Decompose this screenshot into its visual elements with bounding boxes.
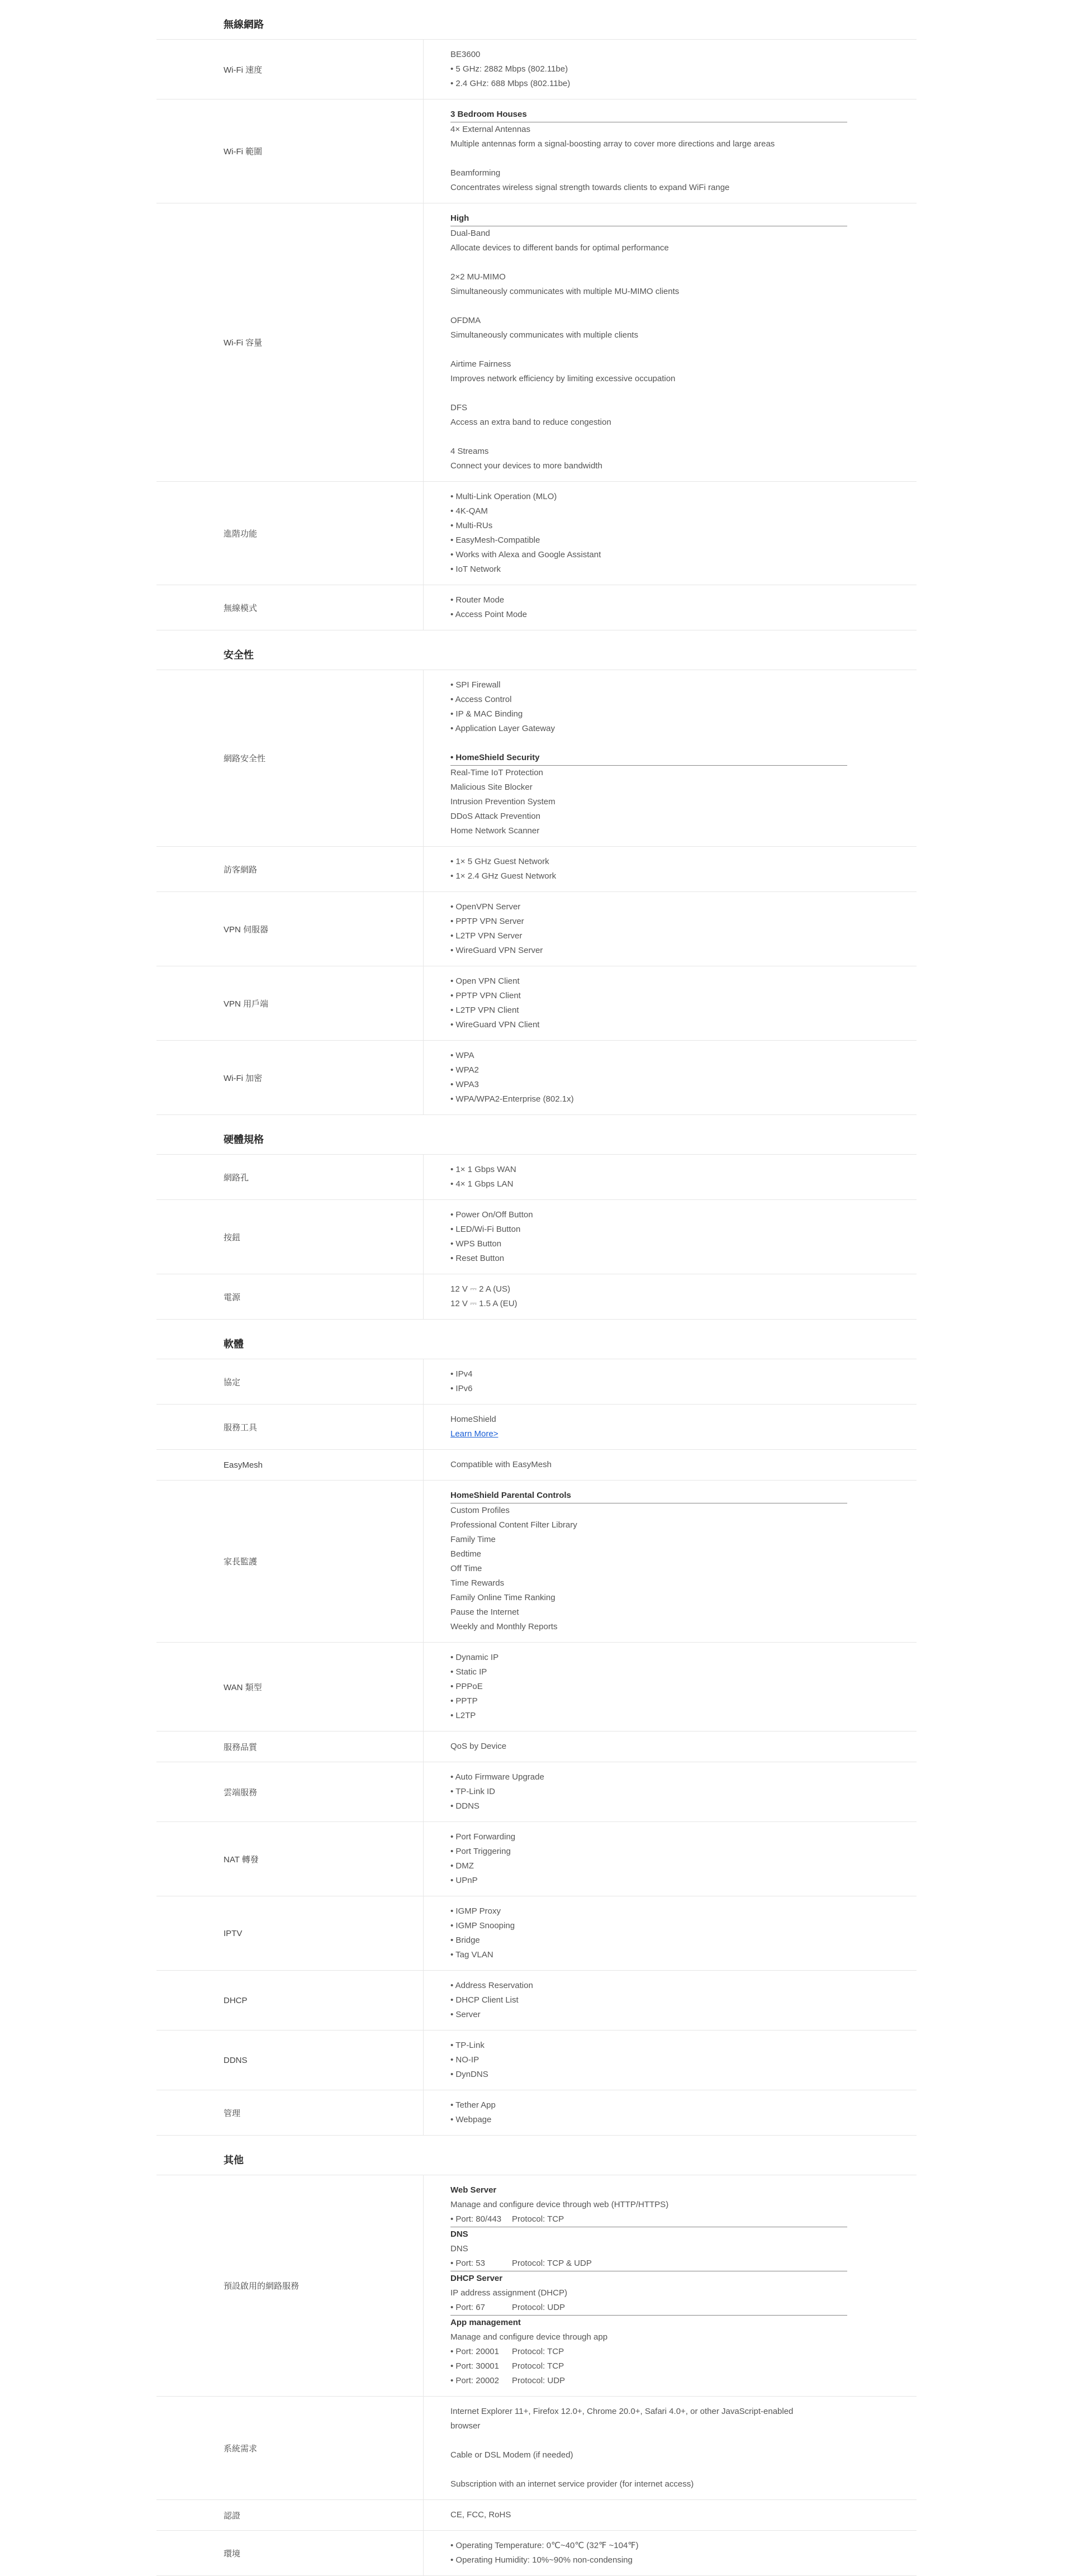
spec-line: Internet Explorer 11+, Firefox 12.0+, Chrome 20.0+, Safari 4.0+, or other JavaScript-enabled	[450, 2407, 794, 2416]
spec-line: Allocate devices to different bands for optimal performance	[450, 243, 669, 253]
spec-value	[424, 2031, 917, 2090]
spec-row	[156, 40, 917, 99]
spec-value	[424, 203, 917, 481]
spec-line: Malicious Site Blocker	[450, 782, 533, 792]
spec-line: • Works with Alexa and Google Assistant	[450, 550, 601, 559]
spec-line: • Port: 67 Protocol: UDP	[450, 2300, 847, 2316]
spec-value	[424, 1643, 917, 1731]
spec-row	[156, 1762, 917, 1822]
spec-row	[156, 99, 917, 203]
spec-line: Airtime Fairness	[450, 359, 511, 369]
spec-line: • L2TP	[450, 1711, 476, 1720]
spec-line: • WPA3	[450, 1080, 479, 1089]
spec-line: • Port: 53 Protocol: TCP & UDP	[450, 2256, 847, 2271]
spec-line: • Operating Temperature: 0℃~40℃ (32℉ ~104℉)	[450, 2541, 639, 2550]
spec-label: 預設啟用的網路服務	[156, 2175, 424, 2396]
spec-line: • 4K-QAM	[450, 506, 488, 516]
spec-value	[424, 1896, 917, 1970]
section-title: 硬體規格	[156, 1115, 917, 1155]
spec-value	[424, 1405, 917, 1449]
spec-line: • Port: 30001 Protocol: TCP	[450, 2361, 564, 2371]
spec-label: 按鈕	[156, 1200, 424, 1274]
spec-row	[156, 1041, 917, 1115]
spec-line: Connect your devices to more bandwidth	[450, 461, 602, 471]
spec-line: Intrusion Prevention System	[450, 797, 556, 807]
spec-line: • Application Layer Gateway	[450, 724, 556, 733]
spec-line: Web Server	[450, 2185, 497, 2195]
spec-line: • 4× 1 Gbps LAN	[450, 1179, 514, 1189]
spec-line: Manage and configure device through web (HTTP/HTTPS)	[450, 2200, 669, 2209]
spec-label: 環境	[156, 2531, 424, 2575]
spec-line: • PPTP VPN Client	[450, 991, 521, 1000]
spec-row	[156, 966, 917, 1041]
spec-label: VPN 伺服器	[156, 892, 424, 966]
spec-line: Compatible with EasyMesh	[450, 1460, 552, 1469]
spec-line: • Operating Humidity: 10%~90% non-condensing	[450, 2555, 633, 2565]
spec-row	[156, 2090, 917, 2136]
spec-line: • DHCP Client List	[450, 1995, 519, 2005]
spec-value	[424, 1450, 917, 1480]
spec-line: • Address Reservation	[450, 1981, 533, 1990]
spec-line: DHCP Server	[450, 2274, 503, 2283]
spec-row	[156, 670, 917, 847]
spec-line: • Port Triggering	[450, 1847, 511, 1856]
spec-line: Subscription with an internet service provider (for internet access)	[450, 2479, 694, 2489]
spec-line: • Reset Button	[450, 1254, 505, 1263]
spec-line: • PPTP	[450, 1696, 478, 1706]
spec-row	[156, 1450, 917, 1481]
spec-line: Cable or DSL Modem (if needed)	[450, 2450, 573, 2460]
spec-line: Simultaneously communicates with multiple clients	[450, 330, 638, 340]
spec-line: 12 V ⎓ 2 A (US)	[450, 1284, 511, 1294]
spec-line: Family Time	[450, 1535, 496, 1544]
spec-value	[424, 2500, 917, 2530]
spec-line: HomeShield	[450, 1415, 496, 1424]
spec-row	[156, 203, 917, 482]
spec-row	[156, 1643, 917, 1731]
spec-line: QoS by Device	[450, 1742, 507, 1751]
spec-label: WAN 類型	[156, 1643, 424, 1731]
spec-line: • Multi-Link Operation (MLO)	[450, 492, 557, 501]
spec-value	[424, 1731, 917, 1762]
spec-line: 12 V ⎓ 1.5 A (EU)	[450, 1299, 517, 1308]
spec-line: browser	[450, 2421, 481, 2431]
spec-row	[156, 1405, 917, 1450]
spec-row	[156, 1274, 917, 1320]
spec-value	[424, 2175, 917, 2396]
spec-line: Pause the Internet	[450, 1607, 519, 1617]
spec-line: Home Network Scanner	[450, 826, 540, 836]
spec-line: 3 Bedroom Houses	[450, 107, 847, 122]
spec-line: 4 Streams	[450, 447, 489, 456]
spacer	[450, 2463, 917, 2477]
spec-line: • WireGuard VPN Client	[450, 1020, 540, 1030]
spec-line: • Bridge	[450, 1935, 480, 1945]
spec-label: 電源	[156, 1274, 424, 1319]
spec-line: • Server	[450, 2010, 481, 2019]
spec-value	[424, 99, 917, 203]
spec-line: IP address assignment (DHCP)	[450, 2288, 567, 2298]
spec-value	[424, 966, 917, 1040]
spec-label: IPTV	[156, 1896, 424, 1970]
spec-line: • WPA/WPA2-Enterprise (802.1x)	[450, 1094, 574, 1104]
spec-row	[156, 1822, 917, 1896]
spec-line: • 1× 5 GHz Guest Network	[450, 857, 549, 866]
spec-label: 訪客網路	[156, 847, 424, 891]
spec-line: • WPA2	[450, 1065, 479, 1075]
spec-line: • 2.4 GHz: 688 Mbps (802.11be)	[450, 79, 571, 88]
spec-value	[424, 482, 917, 585]
spacer	[450, 736, 917, 751]
spec-line: • TP-Link	[450, 2041, 485, 2050]
spec-line: • LED/Wi-Fi Button	[450, 1225, 521, 1234]
spec-value	[424, 1822, 917, 1896]
spec-line: • EasyMesh-Compatible	[450, 535, 540, 545]
spec-line: • Port: 80/443 Protocol: TCP	[450, 2212, 847, 2227]
spec-line: 4× External Antennas	[450, 125, 531, 134]
spec-line: Time Rewards	[450, 1578, 505, 1588]
spec-line: Custom Profiles	[450, 1506, 510, 1515]
spec-line: 2×2 MU-MIMO	[450, 272, 506, 282]
spec-value	[424, 1041, 917, 1114]
spec-line: DNS	[450, 2244, 468, 2254]
spec-label: 服務品質	[156, 1731, 424, 1762]
spec-row	[156, 2031, 917, 2090]
learn-more-link[interactable]: Learn More>	[450, 1429, 498, 1439]
spec-line: Weekly and Monthly Reports	[450, 1622, 558, 1631]
spacer	[450, 430, 917, 444]
spec-line: • WireGuard VPN Server	[450, 946, 543, 955]
spec-line: • IPv4	[450, 1369, 473, 1379]
spec-line: Multiple antennas form a signal-boosting array to cover more directions and large areas	[450, 139, 775, 149]
spec-label: 網路安全性	[156, 670, 424, 846]
spec-value	[424, 1359, 917, 1404]
spec-row	[156, 585, 917, 630]
spec-line: • TP-Link ID	[450, 1787, 495, 1796]
spacer	[450, 386, 917, 401]
spec-line: • Tether App	[450, 2100, 496, 2110]
spec-line: • Auto Firmware Upgrade	[450, 1772, 544, 1782]
spec-line: • Open VPN Client	[450, 976, 520, 986]
section-title: 軟體	[156, 1320, 917, 1359]
spec-line: Bedtime	[450, 1549, 482, 1559]
spec-line: • Port Forwarding	[450, 1832, 516, 1842]
spec-line: BE3600	[450, 50, 481, 59]
spec-line: • IPv6	[450, 1384, 473, 1393]
spec-line: • Router Mode	[450, 595, 505, 605]
spec-label: Wi-Fi 容量	[156, 203, 424, 481]
spec-label: 雲端服務	[156, 1762, 424, 1821]
spec-line: • DynDNS	[450, 2070, 488, 2079]
spec-line: • Access Control	[450, 695, 512, 704]
spec-label: 家長監護	[156, 1481, 424, 1642]
spacer	[450, 255, 917, 270]
spec-line: DNS	[450, 2229, 468, 2239]
spec-label: EasyMesh	[156, 1450, 424, 1480]
spec-line: • 5 GHz: 2882 Mbps (802.11be)	[450, 64, 568, 74]
spec-value	[424, 40, 917, 99]
spec-line: • Webpage	[450, 2115, 492, 2124]
spec-value	[424, 892, 917, 966]
spec-line: • 1× 1 Gbps WAN	[450, 1165, 516, 1174]
spec-line: • IP & MAC Binding	[450, 709, 523, 719]
spec-label: 進階功能	[156, 482, 424, 585]
spec-value	[424, 2090, 917, 2135]
spacer	[450, 343, 917, 357]
spec-row	[156, 2500, 917, 2531]
spec-line: • SPI Firewall	[450, 680, 501, 690]
spec-row	[156, 1359, 917, 1405]
spec-table	[156, 0, 917, 2576]
spec-label: 網路孔	[156, 1155, 424, 1199]
spec-line: Improves network efficiency by limiting excessive occupation	[450, 374, 676, 383]
spec-line: Off Time	[450, 1564, 482, 1573]
spec-row	[156, 2397, 917, 2500]
spec-row	[156, 847, 917, 892]
spec-line: • WPA	[450, 1051, 474, 1060]
spec-value	[424, 1481, 917, 1642]
spec-label: DDNS	[156, 2031, 424, 2090]
spec-line: Concentrates wireless signal strength towards clients to expand WiFi range	[450, 183, 730, 192]
spec-value	[424, 847, 917, 891]
spec-line: • NO-IP	[450, 2055, 479, 2065]
spec-line: Manage and configure device through app	[450, 2332, 608, 2342]
spec-value	[424, 585, 917, 630]
spec-line: • Port: 20001 Protocol: TCP	[450, 2347, 564, 2356]
spec-line: Real-Time IoT Protection	[450, 768, 543, 777]
spec-line: • L2TP VPN Server	[450, 931, 523, 941]
spacer	[450, 299, 917, 314]
spec-line: • WPS Button	[450, 1239, 502, 1249]
spec-label: VPN 用戶端	[156, 966, 424, 1040]
spec-line: • DMZ	[450, 1861, 474, 1871]
spec-row	[156, 1200, 917, 1274]
spec-line: • PPPoE	[450, 1682, 483, 1691]
spec-line: • DDNS	[450, 1801, 479, 1811]
spec-line: High	[450, 211, 847, 226]
spec-line: Beamforming	[450, 168, 501, 178]
spec-line: Professional Content Filter Library	[450, 1520, 577, 1530]
spec-label: 協定	[156, 1359, 424, 1404]
section-title: 其他	[156, 2136, 917, 2175]
spec-label: 服務工具	[156, 1405, 424, 1449]
spacer	[450, 151, 917, 166]
spec-value	[424, 2531, 917, 2575]
spec-row	[156, 2531, 917, 2576]
spec-row	[156, 1155, 917, 1200]
spec-line: Family Online Time Ranking	[450, 1593, 556, 1602]
spec-value	[424, 1762, 917, 1821]
spec-value	[424, 670, 917, 846]
spec-value	[424, 1200, 917, 1274]
spec-line: DDoS Attack Prevention	[450, 812, 540, 821]
spec-line: • IoT Network	[450, 564, 501, 574]
spec-value	[424, 1155, 917, 1199]
section-title: 無線網路	[156, 0, 917, 40]
spec-label: 無線模式	[156, 585, 424, 630]
spec-row	[156, 2175, 917, 2397]
spec-line: • PPTP VPN Server	[450, 917, 524, 926]
spec-label: Wi-Fi 範圍	[156, 99, 424, 203]
spec-line: • OpenVPN Server	[450, 902, 521, 912]
spec-line: • IGMP Snooping	[450, 1921, 515, 1930]
spec-line: • HomeShield Security	[450, 751, 847, 766]
spec-value	[424, 2397, 917, 2499]
spec-line: CE, FCC, RoHS	[450, 2510, 511, 2520]
spec-line: DFS	[450, 403, 467, 412]
spec-line: • Port: 20002 Protocol: UDP	[450, 2376, 566, 2385]
spec-value	[424, 1971, 917, 2030]
spec-line: Access an extra band to reduce congestion	[450, 418, 611, 427]
spec-label: 認證	[156, 2500, 424, 2530]
spec-label: NAT 轉發	[156, 1822, 424, 1896]
spec-line: • Multi-RUs	[450, 521, 493, 530]
spec-label: 系統需求	[156, 2397, 424, 2499]
spec-label: DHCP	[156, 1971, 424, 2030]
spec-line: • UPnP	[450, 1876, 478, 1885]
spec-row	[156, 1971, 917, 2031]
spec-line: App management	[450, 2318, 521, 2327]
spec-line: • Tag VLAN	[450, 1950, 493, 1960]
spec-line: • Access Point Mode	[450, 610, 527, 619]
spec-row	[156, 892, 917, 966]
spec-row	[156, 1896, 917, 1971]
spec-label: 管理	[156, 2090, 424, 2135]
spec-line: HomeShield Parental Controls	[450, 1488, 847, 1503]
spec-line: • 1× 2.4 GHz Guest Network	[450, 871, 557, 881]
spec-row	[156, 482, 917, 585]
spec-value	[424, 1274, 917, 1319]
spec-label: Wi-Fi 加密	[156, 1041, 424, 1114]
spec-line: • Dynamic IP	[450, 1653, 499, 1662]
spec-line: OFDMA	[450, 316, 481, 325]
section-title: 安全性	[156, 630, 917, 670]
spec-line: Simultaneously communicates with multiple MU-MIMO clients	[450, 287, 680, 296]
spec-row	[156, 1731, 917, 1762]
spacer	[450, 2433, 917, 2448]
spec-line: • L2TP VPN Client	[450, 1005, 519, 1015]
spec-line: Dual-Band	[450, 229, 490, 238]
spec-line: • IGMP Proxy	[450, 1906, 501, 1916]
spec-line: • Power On/Off Button	[450, 1210, 533, 1220]
spec-line: • Static IP	[450, 1667, 487, 1677]
spec-label: Wi-Fi 速度	[156, 40, 424, 99]
spec-row	[156, 1481, 917, 1643]
